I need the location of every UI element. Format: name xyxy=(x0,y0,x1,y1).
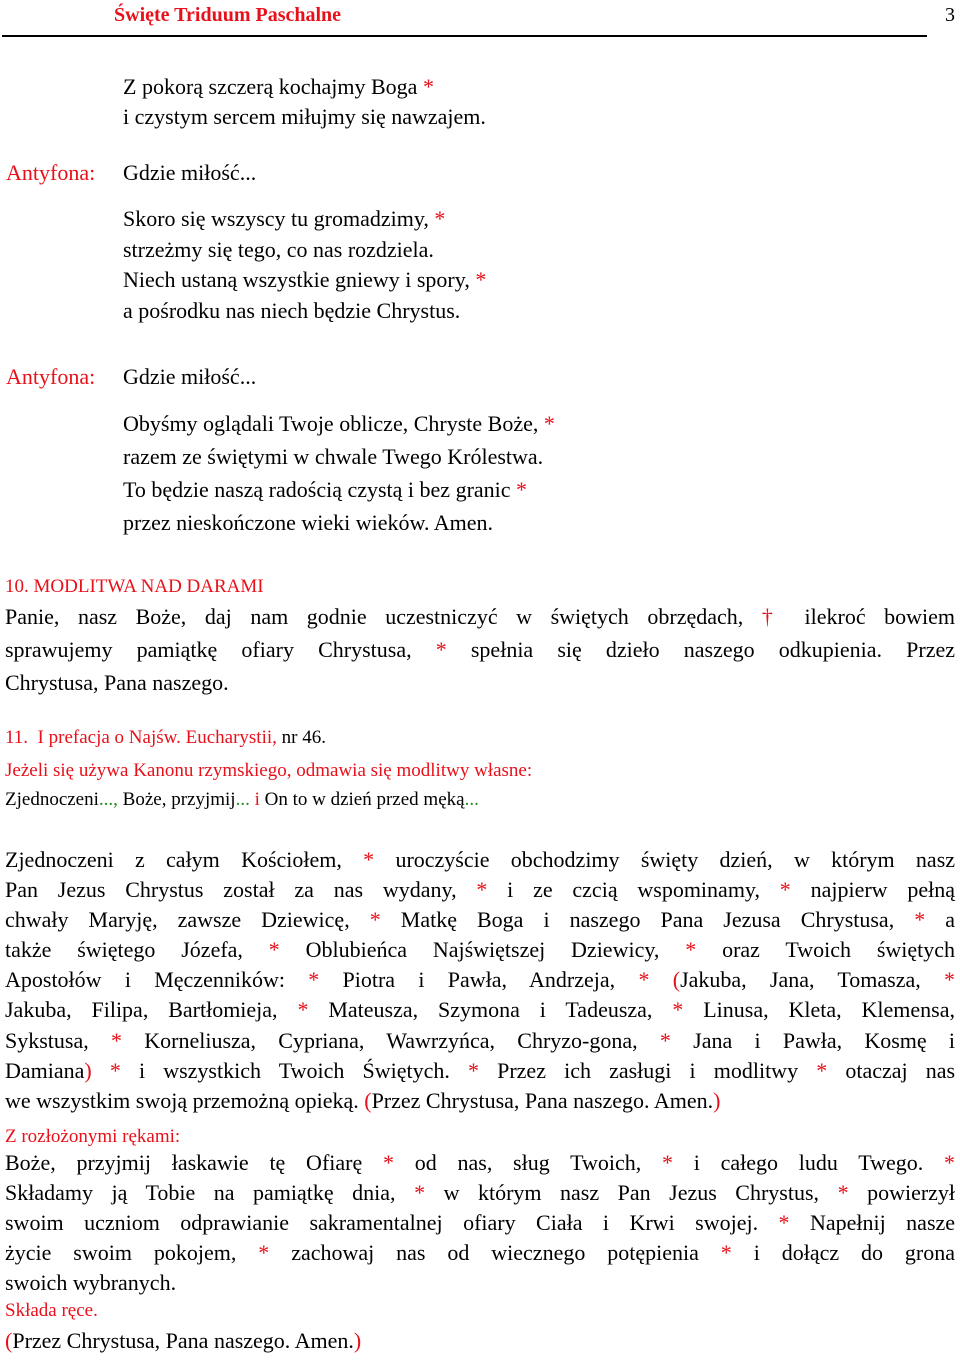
verse-line: a pośrodku nas niech będzie Chrystus. xyxy=(123,297,461,323)
antiphon-1 xyxy=(6,160,256,186)
verse-line: strzeżmy się tego, co nas rozdziela. xyxy=(123,236,434,262)
verse-line: Z pokorą szczerą kochajmy Boga * xyxy=(123,74,434,99)
rubric-hands-extended: Z rozłożonymi rękami: xyxy=(5,1126,181,1147)
section-11-heading: 11. I prefacja o Najśw. Eucharystii, nr 46. xyxy=(5,727,326,748)
verse-line: Obyśmy oglądali Twoje oblicze, Chryste Boże, * xyxy=(123,411,555,436)
verse-line: To będzie naszą radością czystą i bez granic * xyxy=(123,477,528,502)
antiphon-label: Antyfona: xyxy=(6,364,96,389)
prayer-incipits: Zjednoczeni..., Boże, przyjmij... i On to w dzień przed męką... xyxy=(5,789,479,810)
verse-line: i czystym sercem miłujmy się nawzajem. xyxy=(123,104,486,129)
section-10-heading: 10. MODLITWA NAD DARAMI xyxy=(5,576,264,597)
header-rule xyxy=(2,35,927,37)
page-header xyxy=(0,0,960,38)
antiphon-label: Antyfona: xyxy=(6,160,96,185)
verse-line: Skoro się wszyscy tu gromadzimy, * xyxy=(123,206,446,231)
verse-line: razem ze świętymi w chwale Twego Królestwa. xyxy=(123,444,544,469)
page-number: 3 xyxy=(945,4,955,26)
rubric-joins-hands: Składa ręce. xyxy=(5,1300,98,1321)
stanza-1 xyxy=(123,72,486,132)
prayer-over-gifts: Panie, nasz Boże, daj nam godnie uczestniczyć w świętych obrzędach, † ilekroć bowiem sprawujemy pamiątkę ofiary Chrystusa, * spełnia się dzieło naszego odkupienia. Przez Chrystusa, Pana naszego. xyxy=(5,604,956,695)
stanza-2 xyxy=(123,204,486,326)
rubric-canon: Jeżeli się używa Kanonu rzymskiego, odmawia się modlitwy własne: xyxy=(5,760,533,781)
communicantes-paragraph: Zjednoczeni z całym Kościołem, * uroczyście obchodzimy święty dzień, w którym nasz Pan Jezus Chrystus został za nas wydany, * i ze czcią wspominamy, * najpierw pełną chwały Maryję, zawsze Dziewicę, * Matkę Boga i naszego Pana Jezusa Chrystusa, * a także świętego Józefa, * Oblubieńca Najświętszej Dziewicy, * oraz Twoich świętych Apostołów i Męczenników: * Piotra i Pawła, Andrzeja, * (Jakuba, Jana, Tomasza, * Jakuba, Filipa, Bartłomieja, * Mateusza, Szymona i Tadeusza, * Linusa, Kleta, Klemensa, Sykstusa, * Korneliusza, Cypriana, Wawrzyńca, Chryzo-gona, * Jana i Pawła, Kosmę i Damiana) * i wszystkich Twoich Świętych. * Przez ich zasługi i modlitwy * otaczaj nas we wszystkim swoją przemożną opieką. (Przez Chrystusa, Pana naszego. Amen.) xyxy=(5,847,956,1113)
header-title: Święte Triduum Paschalne xyxy=(114,4,342,26)
verse-line: przez nieskończone wieki wieków. Amen. xyxy=(123,510,494,535)
cross-icon: † xyxy=(761,604,786,629)
antiphon-2 xyxy=(6,364,256,390)
antiphon-text: Gdzie miłość... xyxy=(123,160,257,185)
hanc-igitur-paragraph: Boże, przyjmij łaskawie tę Ofiarę * od nas, sług Twoich, * i całego ludu Twego. * Składamy ją Tobie na pamiątkę dnia, * w którym nasz Pan Jezus Chrystus, * powierzył swoim uczniom odprawianie sakramentalnej ofiary Ciała i Krwi swojej. * Napełnij nasze życie swoim pokojem, * zachowaj nas od wiecznego potępienia * i dołącz do grona swoich wybranych. xyxy=(5,1150,956,1296)
ending-line: (Przez Chrystusa, Pana naszego. Amen.) xyxy=(5,1328,362,1353)
stanza-3 xyxy=(123,407,555,539)
verse-line: Niech ustaną wszystkie gniewy i spory, * xyxy=(123,267,487,292)
antiphon-text: Gdzie miłość... xyxy=(123,364,257,389)
